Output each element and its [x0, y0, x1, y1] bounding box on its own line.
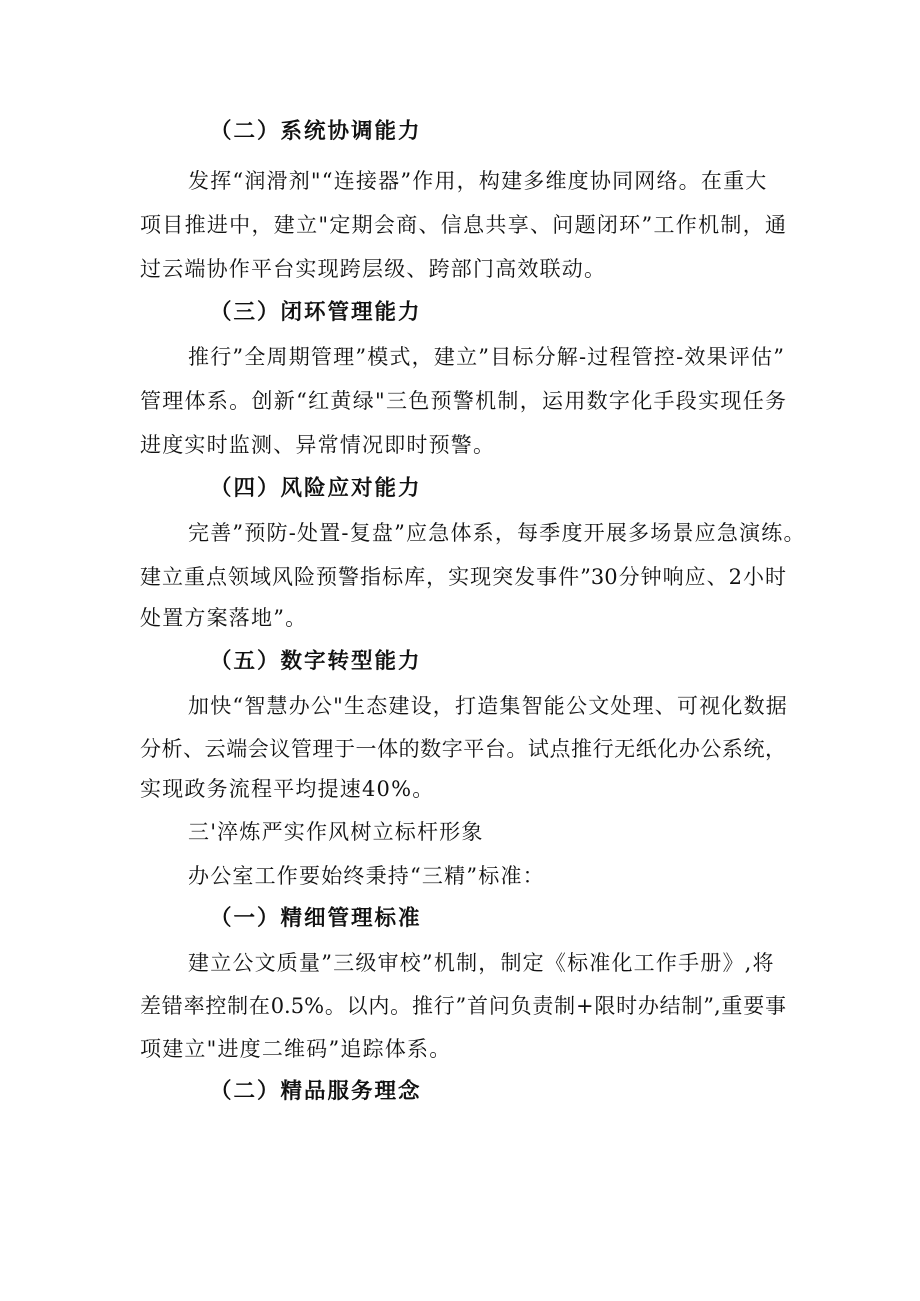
- paragraph-line: 完善”预防-处置-复盘”应急体系，每季度开展多场景应急演练。: [188, 521, 806, 545]
- paragraph-line: 差错率控制在0.5%。以内。推行”首问负责制+限时办结制”,重要事: [140, 994, 786, 1018]
- paragraph-line: 建立重点领域风险预警指标库，实现突发事件”30分钟响应、2小时: [140, 565, 786, 589]
- section-heading-risk-response: （四）风险应对能力: [210, 476, 422, 501]
- paragraph-line: 进度实时监测、异常情况即时预警。: [140, 433, 496, 457]
- paragraph-line: 分析、云端会议管理于一体的数字平台。试点推行无纸化办公系统，: [140, 737, 786, 761]
- paragraph-line: 加快“智慧办公"生态建设，打造集智能公文处理、可视化数据: [188, 694, 788, 718]
- paragraph-line: 实现政务流程平均提速40%。: [140, 777, 435, 801]
- paragraph-line: 推行”全周期管理”模式，建立”目标分解-过程管控-效果评估”: [188, 345, 786, 369]
- paragraph-line: 项建立"进度二维码”追踪体系。: [140, 1037, 452, 1061]
- paragraph-line: 处置方案落地”。: [140, 606, 308, 630]
- paragraph-line: 建立公文质量”三级审校”机制，制定《标准化工作手册》,将: [188, 951, 775, 975]
- part-title: 三'淬炼严实作风树立标杆形象: [188, 820, 484, 844]
- paragraph-line: 发挥“润滑剂"“连接器”作用，构建多维度协同网络。在重大: [188, 169, 768, 193]
- paragraph-line: 过云端协作平台实现跨层级、跨部门高效联动。: [140, 257, 607, 281]
- section-heading-digital-transformation: （五）数字转型能力: [210, 649, 422, 674]
- paragraph-line: 管理体系。创新“红黄绿"三色预警机制，运用数字化手段实现任务: [140, 389, 786, 413]
- subsection-heading-fine-management: （一）精细管理标准: [210, 906, 422, 931]
- paragraph-line: 项目推进中，建立"定期会商、信息共享、问题闭环”工作机制，通: [140, 213, 786, 237]
- part-intro: 办公室工作要始终秉持“三精”标准：: [188, 864, 545, 888]
- section-heading-system-coordination: （二）系统协调能力: [210, 119, 422, 144]
- section-heading-closed-loop-management: （三）闭环管理能力: [210, 300, 422, 325]
- subsection-heading-quality-service: （二）精品服务理念: [210, 1079, 422, 1104]
